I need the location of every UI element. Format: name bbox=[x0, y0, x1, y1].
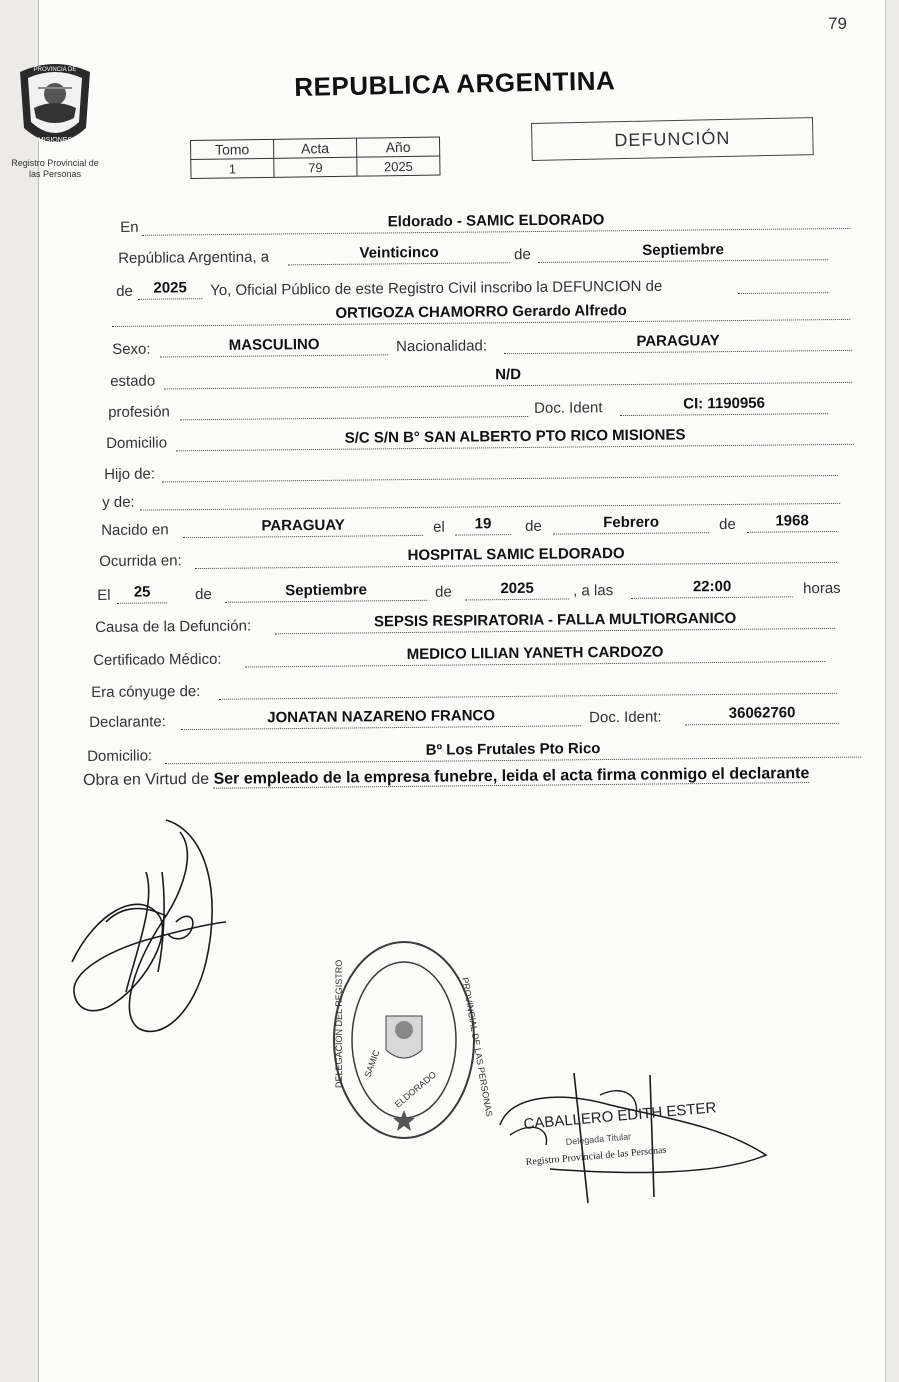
label-doc-ident: Doc. Ident bbox=[534, 399, 603, 417]
field-sexo: MASCULINO bbox=[160, 334, 388, 357]
field-declarante: JONATAN NAZARENO FRANCO bbox=[181, 705, 581, 730]
field-profesion bbox=[180, 396, 528, 420]
page-number: 79 bbox=[828, 14, 847, 33]
field-ocurrida-en: HOSPITAL SAMIC ELDORADO bbox=[195, 542, 837, 569]
registry-table bbox=[190, 137, 441, 179]
field-hijo-de bbox=[162, 455, 838, 482]
label-en: En bbox=[120, 218, 139, 236]
label-nacido-en: Nacido en bbox=[101, 521, 169, 539]
label-hijo-de: Hijo de: bbox=[104, 465, 156, 483]
field-dia: Veinticinco bbox=[288, 242, 510, 265]
label-El: El bbox=[97, 586, 111, 604]
field-decl-doc: 36062760 bbox=[685, 703, 839, 725]
field-lugar: Eldorado - SAMIC ELDORADO bbox=[142, 208, 850, 236]
field-def-hora: 22:00 bbox=[631, 576, 793, 599]
field-nac-dia: 19 bbox=[455, 514, 511, 536]
svg-text:PROVINCIA DE: PROVINCIA DE bbox=[33, 67, 77, 73]
label-de-a: de bbox=[525, 517, 542, 535]
label-domicilio2: Domicilio: bbox=[87, 747, 153, 765]
svg-text:MISIONES: MISIONES bbox=[37, 137, 73, 144]
svg-text:SAMIC: SAMIC bbox=[362, 1048, 382, 1079]
field-conyuge bbox=[219, 673, 837, 700]
field-def-dia: 25 bbox=[117, 582, 167, 603]
field-nombre: ORTIGOZA CHAMORRO Gerardo Alfredo bbox=[112, 299, 850, 327]
tomo-header: Tomo bbox=[191, 139, 274, 159]
field-causa: SEPSIS RESPIRATORIA - FALLA MULTIORGANICO bbox=[275, 608, 835, 634]
svg-text:Delegada Titular: Delegada Titular bbox=[565, 1131, 632, 1147]
label-de-line3: de bbox=[116, 282, 133, 300]
label-domicilio: Domicilio bbox=[106, 434, 168, 452]
label-profesion: profesión bbox=[108, 403, 170, 421]
field-y-de bbox=[140, 483, 840, 511]
svg-text:Registro Provincial de las Per: Registro Provincial de las Personas bbox=[525, 1144, 667, 1168]
field-nacido-en: PARAGUAY bbox=[183, 515, 423, 538]
label-y-de: y de: bbox=[102, 493, 135, 511]
label-declarante: Declarante: bbox=[89, 713, 166, 731]
field-def-anio: 2025 bbox=[465, 578, 569, 600]
label-causa: Causa de la Defunción: bbox=[95, 617, 252, 636]
field-nacionalidad: PARAGUAY bbox=[504, 330, 852, 354]
svg-text:DELEGACION DEL REGISTRO: DELEGACION DEL REGISTRO bbox=[334, 959, 344, 1088]
label-de: de bbox=[514, 246, 531, 264]
provincia-misiones-logo bbox=[12, 58, 98, 154]
label-de-b: de bbox=[719, 515, 736, 534]
label-obra: Obra en Virtud de bbox=[83, 770, 210, 789]
document-type-box: DEFUNCIÓN bbox=[531, 117, 814, 161]
field-decl-domicilio: Bº Los Frutales Pto Rico bbox=[165, 737, 861, 765]
svg-text:ELDORADO: ELDORADO bbox=[392, 1069, 438, 1110]
field-domicilio: S/C S/N B° SAN ALBERTO PTO RICO MISIONES bbox=[176, 424, 854, 452]
field-blank-line3 bbox=[738, 272, 828, 294]
label-republica: República Argentina, a bbox=[118, 248, 270, 267]
label-el: el bbox=[433, 518, 445, 536]
label-yo: Yo, Oficial Público de este Registro Civil inscribo la DEFUNCION de bbox=[210, 277, 663, 300]
label-estado: estado bbox=[110, 372, 156, 390]
field-anio: 2025 bbox=[138, 278, 202, 300]
svg-text:CABALLERO EDITH ESTER: CABALLERO EDITH ESTER bbox=[522, 1099, 718, 1133]
label-de-d: de bbox=[435, 583, 452, 601]
label-a-las: , a las bbox=[573, 582, 614, 600]
field-estado: N/D bbox=[164, 362, 852, 390]
label-nacionalidad: Nacionalidad: bbox=[396, 337, 488, 356]
field-nac-anio: 1968 bbox=[747, 511, 837, 533]
field-certificado: MEDICO LILIAN YANETH CARDOZO bbox=[245, 641, 825, 668]
acta-value: 79 bbox=[274, 157, 357, 177]
logo-caption: Registro Provincial de las Personas bbox=[11, 158, 99, 179]
svg-text:PROVINCIAL DE LAS PERSONAS: PROVINCIAL DE LAS PERSONAS bbox=[460, 976, 495, 1118]
label-ocurrida-en: Ocurrida en: bbox=[99, 552, 182, 570]
anio-value: 2025 bbox=[357, 156, 440, 176]
field-mes: Septiembre bbox=[538, 239, 828, 263]
field-obra: Ser empleado de la empresa funebre, leida el acta firma conmigo el declarante bbox=[213, 765, 810, 788]
label-certificado: Certificado Médico: bbox=[93, 650, 222, 669]
registrar-stamp-signature bbox=[490, 1065, 770, 1205]
official-seal bbox=[330, 938, 495, 1142]
document-title: REPUBLICA ARGENTINA bbox=[294, 65, 616, 102]
field-doc-ident: CI: 1190956 bbox=[620, 393, 828, 416]
field-def-mes: Septiembre bbox=[225, 580, 427, 603]
label-horas: horas bbox=[803, 579, 841, 598]
anio-header: Año bbox=[356, 137, 439, 157]
field-nac-mes: Febrero bbox=[553, 512, 709, 534]
registry-values-row bbox=[191, 156, 440, 178]
label-de-c: de bbox=[195, 585, 212, 604]
label-sexo: Sexo: bbox=[112, 340, 151, 358]
label-conyuge: Era cónyuge de: bbox=[91, 682, 201, 701]
acta-header: Acta bbox=[273, 138, 356, 158]
declarant-signature bbox=[66, 812, 232, 1040]
tomo-value: 1 bbox=[191, 158, 274, 178]
label-doc-ident2: Doc. Ident: bbox=[589, 708, 662, 727]
